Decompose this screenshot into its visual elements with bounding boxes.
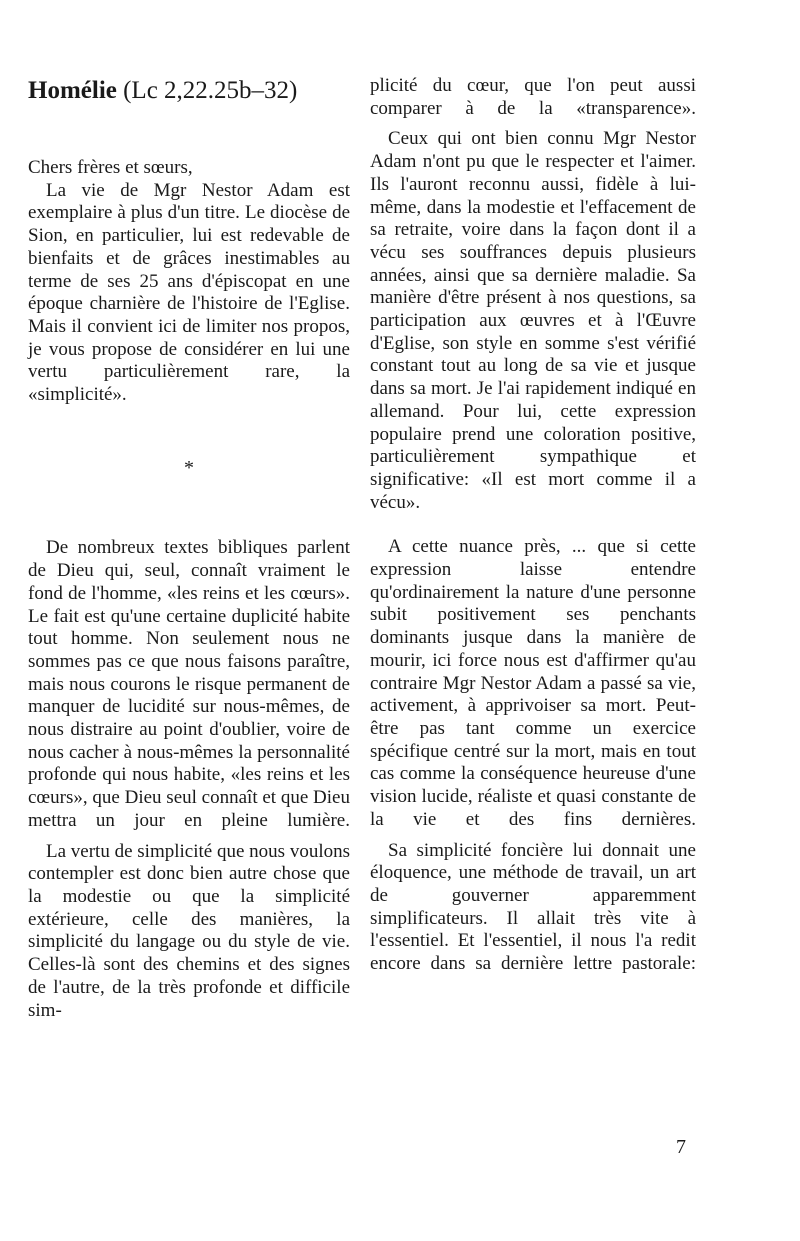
section-separator: *	[184, 456, 194, 479]
paragraph-3-start: La vertu de simplicité que nous voulons contempler est donc bien autre chose que la modestie ou que la simplicité extérieure, celle des manières, la simplicité du langage ou du style de vie. Celles-là sont des chemins et des signes de l'autre, de la très profonde et difficile sim-	[28, 840, 350, 1021]
salutation: Chers frères et sœurs,	[28, 157, 193, 178]
page-number: 7	[676, 1136, 686, 1158]
title-reference: (Lc 2,22.25b–32)	[123, 77, 298, 104]
paragraph-6: Sa simplicité foncière lui donnait une éloquence, une méthode de travail, un art de gouverner apparemment simplificateurs. Il allait très vite à l'essentiel. Et l'essentiel, il nous l'a redit encore dans sa dernière lettre pastorale:	[370, 839, 696, 975]
paragraph-3-end: plicité du cœur, que l'on peut aussi comparer à de la «transparence».	[370, 75, 696, 119]
right-column	[370, 75, 696, 976]
paragraph-4: Ceux qui ont bien connu Mgr Nestor Adam n'ont pu que le respecter et l'aimer. Ils l'auront reconnu aussi, fidèle à lui-même, dans la modestie et l'effacement de sa retraite, voire dans la façon dont il a vécu ses souffrances depuis plusieurs années, ainsi que sa dernière maladie. Sa manière d'être présent à nos questions, sa participation aux œuvres et à l'Œuvre d'Eglise, son style en somme s'est vérifié constant tout au long de sa vie et jusque dans sa mort. Je l'ai rapidement indiqué en allemand. Pour lui, cette expression populaire prend une coloration positive, particulièrement sympathique et significative: «Il est mort comme il a vécu».	[370, 128, 696, 513]
paragraph-5: A cette nuance près, ... que si cette expression laisse entendre qu'ordinairement la nature d'une personne subit positivement ses penchants dominants jusque dans la manière de mourir, ici force nous est d'affirmer qu'au contraire Mgr Nestor Adam a passé sa vie, activement, à apprivoiser sa mort. Peut-être pas tant comme un exercice spécifique centré sur la mort, mais en tout cas comme la conséquence heureuse d'une vision lucide, réaliste et quasi constante de la vie et des fins dernières.	[370, 536, 696, 830]
left-column	[28, 75, 350, 1022]
page-title	[28, 75, 350, 107]
paragraph-1: La vie de Mgr Nestor Adam est exemplaire à plus d'un titre. Le diocèse de Sion, en particulier, lui est redevable de bienfaits et de grâces inestimables au terme de ses 25 ans d'épiscopat en une époque charnière de l'histoire de l'Eglise. Mais il convient ici de limiter nos propos, je vous propose de considérer en lui une vertu particulièrement rare, la «simplicité».	[28, 179, 350, 406]
paragraph-2: De nombreux textes bibliques parlent de Dieu qui, seul, connaît vraiment le fond de l'homme, «les reins et les cœurs». Le fait est qu'une certaine duplicité habite tout homme. Non seulement nous ne sommes pas ce que nous faisons paraître, mais nous courons le risque permanent de manquer de lucidité sur nous-mêmes, de nous distraire au point d'oublier, voire de nous cacher à nous-mêmes la personnalité profonde qui nous habite, «les reins et les cœurs», que Dieu seul connaît et que Dieu mettra un jour en pleine lumière.	[28, 537, 350, 831]
title-homelie: Homélie	[28, 77, 117, 104]
